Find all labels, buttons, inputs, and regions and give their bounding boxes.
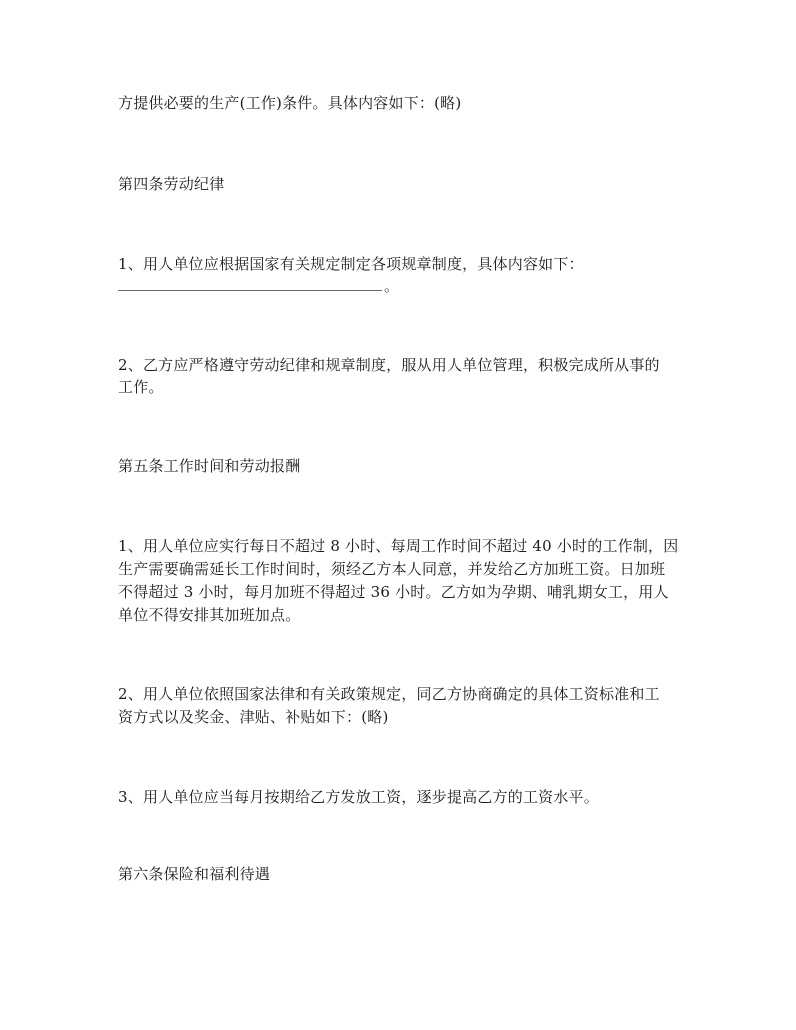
clause-5-1-line-2: 生产需要确需延长工作时间时，须经乙方本人同意，并发给乙方加班工资。日加班 — [118, 560, 666, 578]
clause-4-1: 1、用人单位应根据国家有关规定制定各项规章制度，具体内容如下： — [118, 255, 584, 273]
clause-5-1-line-1: 1、用人单位应实行每日不超过 8 小时、每周工作时间不超过 40 小时的工作制，因 — [118, 537, 679, 555]
heading-article-6: 第六条保险和福利待遇 — [118, 865, 271, 883]
clause-5-2-line-2: 资方式以及奖金、津贴、补贴如下：(略) — [118, 708, 389, 726]
clause-5-2-line-1: 2、用人单位依照国家法律和有关政策规定，同乙方协商确定的具体工资标准和工 — [118, 685, 660, 703]
clause-4-2-line-2: 工作。 — [118, 378, 164, 396]
clause-5-3: 3、用人单位应当每月按期给乙方发放工资，逐步提高乙方的工资水平。 — [118, 788, 599, 806]
paragraph-working-conditions: 方提供必要的生产(工作)条件。具体内容如下：(略) — [118, 94, 462, 112]
clause-4-1-period: 。 — [384, 277, 400, 295]
heading-article-4: 第四条劳动纪律 — [118, 175, 225, 193]
clause-4-1-blank — [118, 276, 399, 296]
clause-4-2-line-1: 2、乙方应严格遵守劳动纪律和规章制度，服从用人单位管理，积极完成所从事的 — [118, 356, 660, 374]
heading-article-5: 第五条工作时间和劳动报酬 — [118, 457, 301, 475]
fill-in-blank-line — [118, 290, 382, 291]
clause-5-1-line-4: 单位不得安排其加班加点。 — [118, 606, 301, 624]
clause-5-1-line-3: 不得超过 3 小时，每月加班不得超过 36 小时。乙方如为孕期、哺乳期女工，用人 — [118, 583, 669, 601]
